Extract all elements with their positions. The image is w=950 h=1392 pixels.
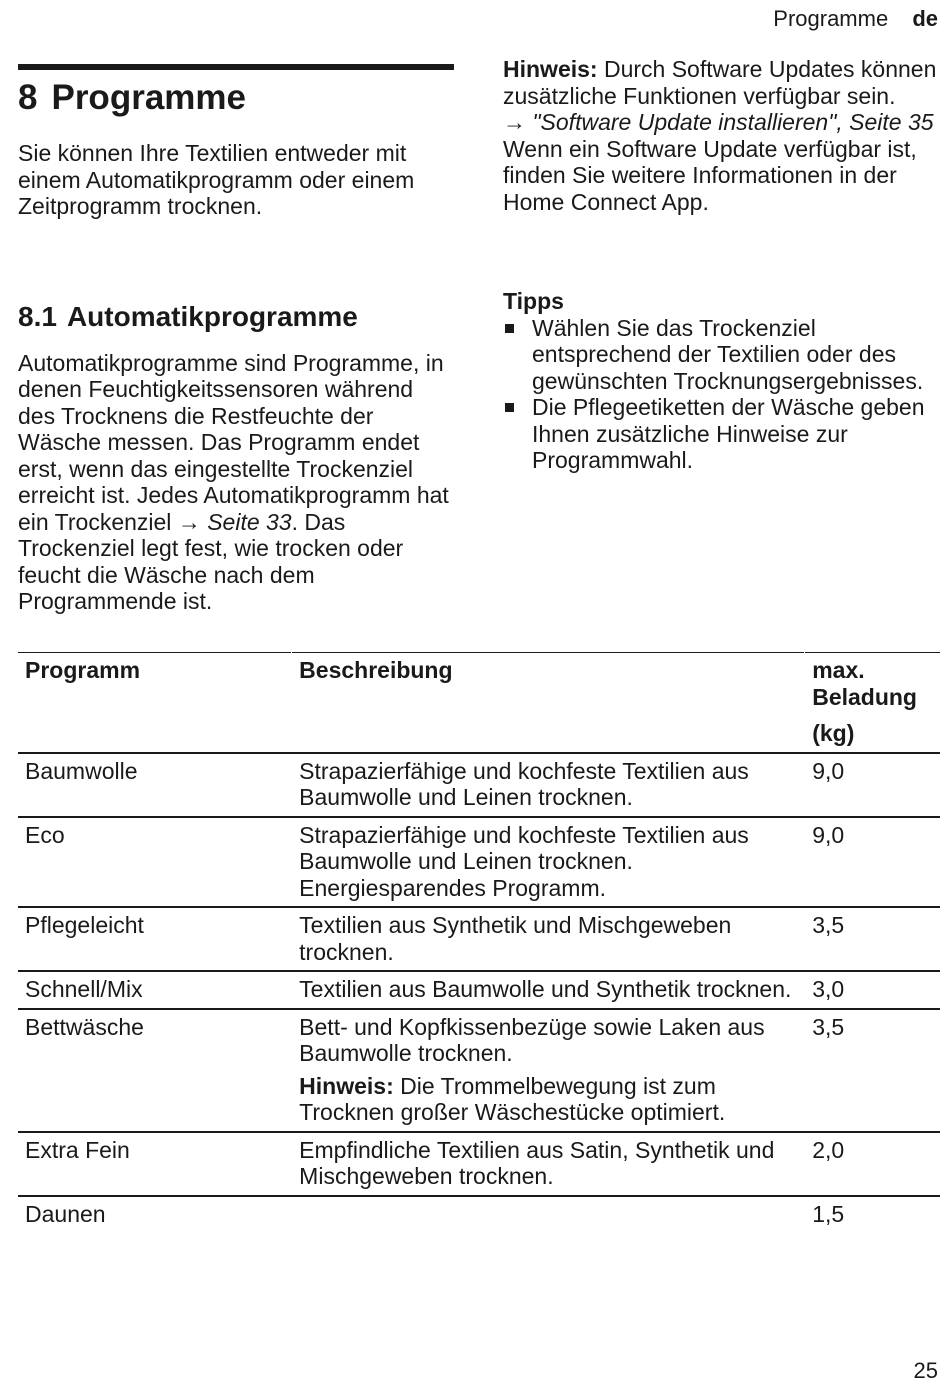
notice-reference-link[interactable]: → "Software Update installieren", Seite 35 <box>503 109 934 135</box>
program-name: Extra Fein <box>25 1136 130 1163</box>
right-column <box>503 56 943 474</box>
program-max-load: 9,0 <box>805 753 940 817</box>
program-note <box>299 1073 798 1126</box>
left-column <box>18 64 454 615</box>
tip-text: Die Pflegeetiketten der Wäsche geben Ihnen zusätzliche Hinweise zur Programmwahl. <box>532 394 925 473</box>
square-bullet-icon <box>505 403 514 412</box>
tips-title: Tipps <box>503 288 564 314</box>
chapter-number: 8 <box>18 78 38 117</box>
program-description: Strapazierfähige und kochfeste Textilien aus Baumwolle und Leinen trocknen. Energiesparendes Programm. <box>292 817 805 908</box>
header-load <box>805 653 940 753</box>
header-load-label: max. Beladung <box>812 657 917 710</box>
program-max-load: 3,5 <box>805 1009 940 1132</box>
program-max-load: 1,5 <box>805 1196 940 1233</box>
table-row <box>18 1196 940 1233</box>
program-description-cell <box>292 1009 805 1132</box>
program-name: Baumwolle <box>25 757 138 784</box>
table-row <box>18 907 940 971</box>
page-number: 25 <box>913 1358 938 1383</box>
chapter-intro: Sie können Ihre Textilien entweder mit einem Automatikprogramm oder einem Zeitprogramm trocknen. <box>18 140 415 219</box>
program-note-label: Hinweis: <box>299 1072 394 1099</box>
table-row <box>18 1009 940 1132</box>
program-name: Schnell/Mix <box>25 976 143 1002</box>
program-table <box>18 652 940 1232</box>
tips-list-item <box>503 315 943 395</box>
program-description: Textilien aus Synthetik und Mischgeweben trocknen. <box>292 907 805 971</box>
chapter-title: Programme <box>51 78 246 117</box>
tips-list <box>503 315 943 474</box>
notice-label: Hinweis: <box>503 56 598 82</box>
section-title: Automatikprogramme <box>66 300 358 332</box>
program-name: Bettwäsche <box>25 1013 144 1040</box>
table-row <box>18 971 940 1009</box>
table-row <box>18 1132 940 1196</box>
header-load-unit: (kg) <box>812 720 855 746</box>
header-program: Programm <box>25 657 141 683</box>
program-max-load: 2,0 <box>805 1132 940 1196</box>
program-max-load: 3,0 <box>805 971 940 1009</box>
chapter-heading <box>18 76 454 120</box>
tip-text: Wählen Sie das Trockenziel entsprechend der Textilien oder des gewünschten Trocknungsergebnisses. <box>532 314 924 394</box>
program-description <box>292 1196 805 1233</box>
program-max-load: 3,5 <box>805 907 940 971</box>
table-row <box>18 753 940 817</box>
header-section-title: Programme <box>773 6 889 31</box>
page-header <box>773 6 938 32</box>
table-row <box>18 817 940 908</box>
section-text-part-2: . Das Trockenziel legt fest, wie trocken oder feucht die Wäsche nach dem Programmende ist. <box>18 508 404 614</box>
program-name: Pflegeleicht <box>25 912 144 938</box>
program-description: Textilien aus Baumwolle und Synthetik trocknen. <box>292 971 805 1009</box>
square-bullet-icon <box>505 324 514 333</box>
notice-text: Durch Software Updates können zusätzliche Funktionen verfügbar sein. <box>503 56 937 109</box>
chapter-rule <box>18 64 454 70</box>
page-reference-link[interactable]: → Seite 33 <box>177 508 292 535</box>
section-number: 8.1 <box>18 300 57 332</box>
program-note-text: Die Trommelbewegung ist zum Trocknen großer Wäschestücke optimiert. <box>299 1072 726 1125</box>
header-language-code: de <box>912 6 938 31</box>
program-description: Empfindliche Textilien aus Satin, Synthetik und Mischgeweben trocknen. <box>292 1132 805 1196</box>
program-description: Bett- und Kopfkissenbezüge sowie Laken aus Baumwolle trocknen. <box>299 1013 765 1066</box>
program-description: Strapazierfähige und kochfeste Textilien aus Baumwolle und Leinen trocknen. <box>292 753 805 817</box>
program-name: Daunen <box>25 1200 106 1227</box>
table-header-row <box>18 653 940 753</box>
section-text <box>18 350 454 615</box>
notice-text-2: Wenn ein Software Update verfügbar ist, finden Sie weitere Informationen in der Home Connect App. <box>503 135 917 215</box>
section-heading <box>18 300 454 334</box>
program-name: Eco <box>25 821 65 848</box>
header-description: Beschreibung <box>292 653 805 753</box>
notice-block <box>503 56 943 109</box>
section-text-part-1: Automatikprogramme sind Programme, in denen Feuchtigkeitssensoren während des Trocknens die Restfeuchte der Wäsche messen. Das Programm endet erst, wenn das eingestellte Trockenziel erreicht ist. Jedes Automatikprogramm hat ein Trockenziel <box>18 349 449 535</box>
program-max-load: 9,0 <box>805 817 940 908</box>
tips-list-item <box>503 394 943 474</box>
